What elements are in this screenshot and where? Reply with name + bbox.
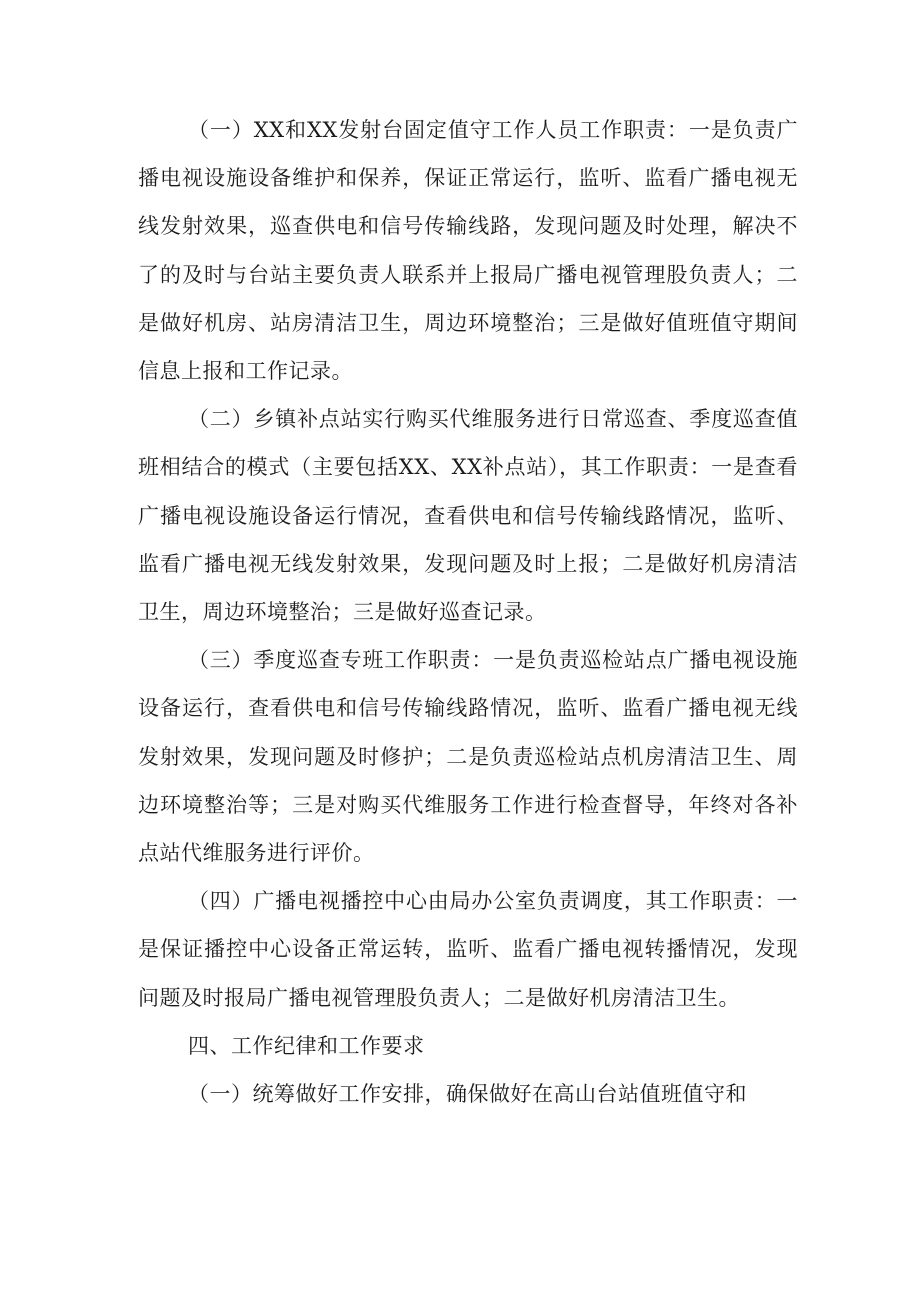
paragraph-duty-quarterly-inspection: （三）季度巡查专班工作职责：一是负责巡检站点广播电视设施设备运行，查看供电和信号传输线路情况，监听、监看广播电视无线发射效果，发现问题及时修护；二是负责巡检站点机房清洁卫生、周边环境整治等；三是对购买代维服务工作进行检查督导，年终对各补点站代维服务进行评价。 [138,648,798,866]
paragraph-duty-broadcast-control-center: （四）广播电视播控中心由局办公室负责调度，其工作职责：一是保证播控中心设备正常运转，监听、监看广播电视转播情况，发现问题及时报局广播电视管理股负责人；二是做好机房清洁卫生。 [138,889,798,1010]
paragraph-work-arrangement: （一）统筹做好工作安排，确保做好在高山台站值班值守和 [188,1082,747,1107]
paragraph-duty-township-stations: （二）乡镇补点站实行购买代维服务进行日常巡查、季度巡查值班相结合的模式（主要包括XX、XX补点站），其工作职责：一是查看广播电视设施设备运行情况，查看供电和信号传输线路情况，监听、监看广播电视无线发射效果，发现问题及时上报；二是做好机房清洁卫生，周边环境整治；三是做好巡查记录。 [138,407,798,625]
paragraph-duty-fixed-stations: （一）XX和XX发射台固定值守工作人员工作职责：一是负责广播电视设施设备维护和保养，保证正常运行，监听、监看广播电视无线发射效果，巡查供电和信号传输线路，发现问题及时处理，解决不了的及时与台站主要负责人联系并上报局广播电视管理股负责人；二是做好机房、站房清洁卫生，周边环境整治；三是做好值班值守期间信息上报和工作记录。 [138,118,798,384]
document-body [138,106,798,1118]
section-heading-work-discipline: 四、工作纪律和工作要求 [188,1033,425,1058]
